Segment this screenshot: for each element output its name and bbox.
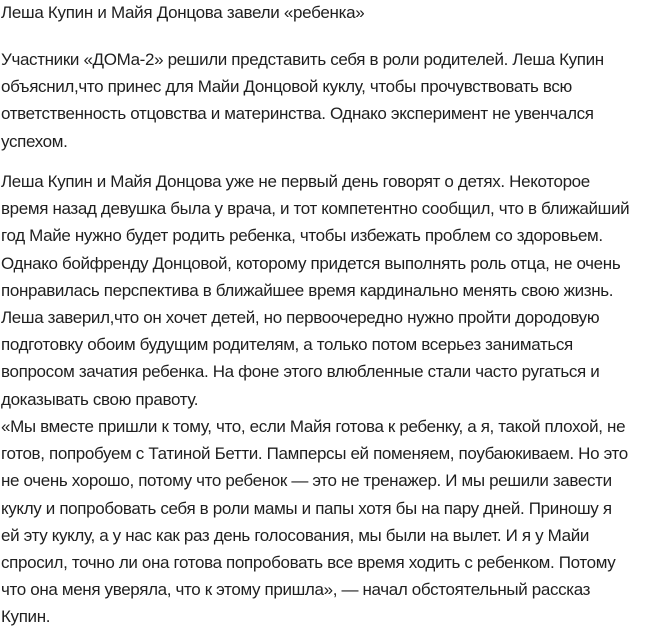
- text-line: вопросом зачатия ребенка. На фоне этого влюбленные стали часто ругаться и: [1, 362, 600, 382]
- text-line: куклу и попробовать себя в роли мамы и папы хотя бы на пару дней. Приношу я: [1, 498, 612, 518]
- article-title: Леша Купин и Майя Донцова завели «ребенка»: [1, 3, 365, 22]
- text-line: ей эту куклу, а у нас как раз день голосования, мы были на вылет. И я у Майи: [1, 525, 590, 545]
- text-line: объяснил,что принес для Майи Донцовой куклу, чтобы прочувствовать всю: [1, 77, 572, 97]
- text-line: Однако бойфренду Донцовой, которому придется выполнять роль отца, не очень: [1, 253, 621, 273]
- article: [1, 0, 669, 627]
- text-line: «Мы вместе пришли к тому, что, если Майя готова к ребенку, а я, такой плохой, не: [1, 417, 626, 436]
- text-line: доказывать свою правоту.: [1, 389, 199, 409]
- text-line: подготовку обоим будущим родителям, а только потом всерьез заниматься: [1, 335, 573, 355]
- article-paragraph-2: [1, 168, 629, 413]
- text-line: что она меня уверяла, что к этому пришла», — начал обстоятельный рассказ: [1, 580, 591, 600]
- text-line: ответственность отцовства и материнства. Однако эксперимент не увенчался: [1, 104, 594, 124]
- article-paragraph-1: [1, 46, 604, 155]
- text-line: год Майе нужно будет родить ребенка, чтобы избежать проблем со здоровьем.: [1, 226, 603, 246]
- article-paragraph-3-quote: [1, 413, 628, 631]
- text-line: Леша заверил,что он хочет детей, но первоочередно нужно пройти дородовую: [1, 308, 600, 328]
- text-line: не очень хорошо, потому что ребенок — это не тренажер. И мы решили завести: [1, 471, 612, 491]
- text-line: спросил, точно ли она готова попробовать все время ходить с ребенком. Потому: [1, 553, 616, 573]
- text-line: Леша Купин и Майя Донцова уже не первый день говорят о детях. Некоторое: [1, 172, 590, 191]
- text-line: понравилась перспектива в ближайшее время кардинально менять свою жизнь.: [1, 280, 614, 300]
- text-line: готов, попробуем с Татиной Бетти. Памперсы ей поменяем, поубаюкиваем. Но это: [1, 444, 628, 464]
- text-line: Участники «ДОМа-2» решили представить себя в роли родителей. Леша Купин: [1, 50, 604, 69]
- text-line: время назад девушка была у врача, и тот компетентно сообщил, что в ближайший: [1, 199, 630, 219]
- text-line: Купин.: [1, 607, 51, 627]
- text-line: успехом.: [1, 131, 68, 151]
